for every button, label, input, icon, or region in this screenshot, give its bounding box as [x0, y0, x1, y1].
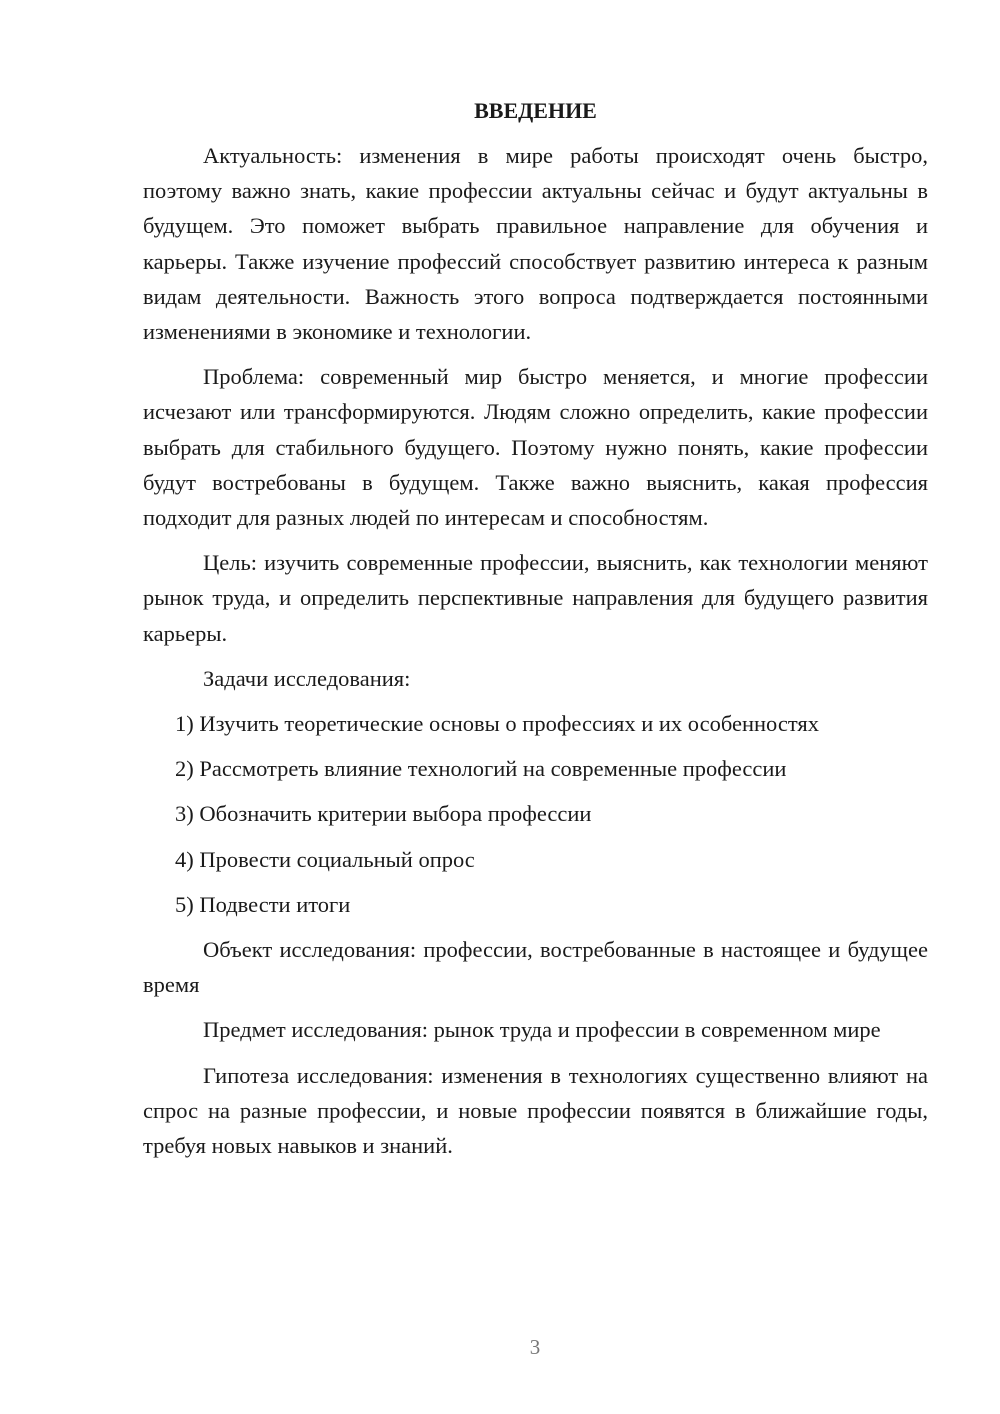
- task-item: 1) Изучить теоретические основы о профессиях и их особенностях: [175, 711, 819, 737]
- page-number: 3: [529, 1335, 541, 1359]
- document-page: [143, 96, 928, 1173]
- task-item: 4) Провести социальный опрос: [175, 846, 475, 872]
- task-item: 2) Рассмотреть влияние технологий на современные профессии: [175, 756, 787, 782]
- tasks-heading: Задачи исследования:: [203, 665, 411, 691]
- problem-paragraph: Проблема: современный мир быстро меняется, и многие профессии исчезают или трансформируются. Людям сложно определить, какие профессии выбрать для стабильного будущего. Поэтому нужно понять, какие профессии будут востребованы в будущем. Также важно выяснить, какая профессия подходит для разных людей по интересам и способностям.: [143, 364, 928, 531]
- goal-paragraph: Цель: изучить современные профессии, выяснить, как технологии меняют рынок труда, и определить перспективные направления для будущего развития карьеры.: [143, 550, 928, 646]
- hypothesis-paragraph: Гипотеза исследования: изменения в технологиях существенно влияют на спрос на разные профессии, и новые профессии появятся в ближайшие годы, требуя новых навыков и знаний.: [143, 1062, 928, 1159]
- object-paragraph: Объект исследования: профессии, востребованные в настоящее и будущее время: [143, 937, 928, 998]
- tasks-list: [143, 706, 928, 922]
- task-item: 3) Обозначить критерии выбора профессии: [175, 801, 592, 827]
- subject-paragraph: Предмет исследования: рынок труда и профессии в современном мире: [203, 1017, 881, 1043]
- page-title: ВВЕДЕНИЕ: [474, 98, 597, 123]
- relevance-paragraph: Актуальность: изменения в мире работы происходят очень быстро, поэтому важно знать, какие профессии актуальны сейчас и будут актуальны в будущем. Это поможет выбрать правильное направление для обучения и карьеры. Также изучение профессий способствует развитию интереса к разным видам деятельности. Важность этого вопроса подтверждается постоянными изменениями в экономике и технологии.: [143, 143, 928, 345]
- task-item: 5) Подвести итоги: [175, 891, 351, 917]
